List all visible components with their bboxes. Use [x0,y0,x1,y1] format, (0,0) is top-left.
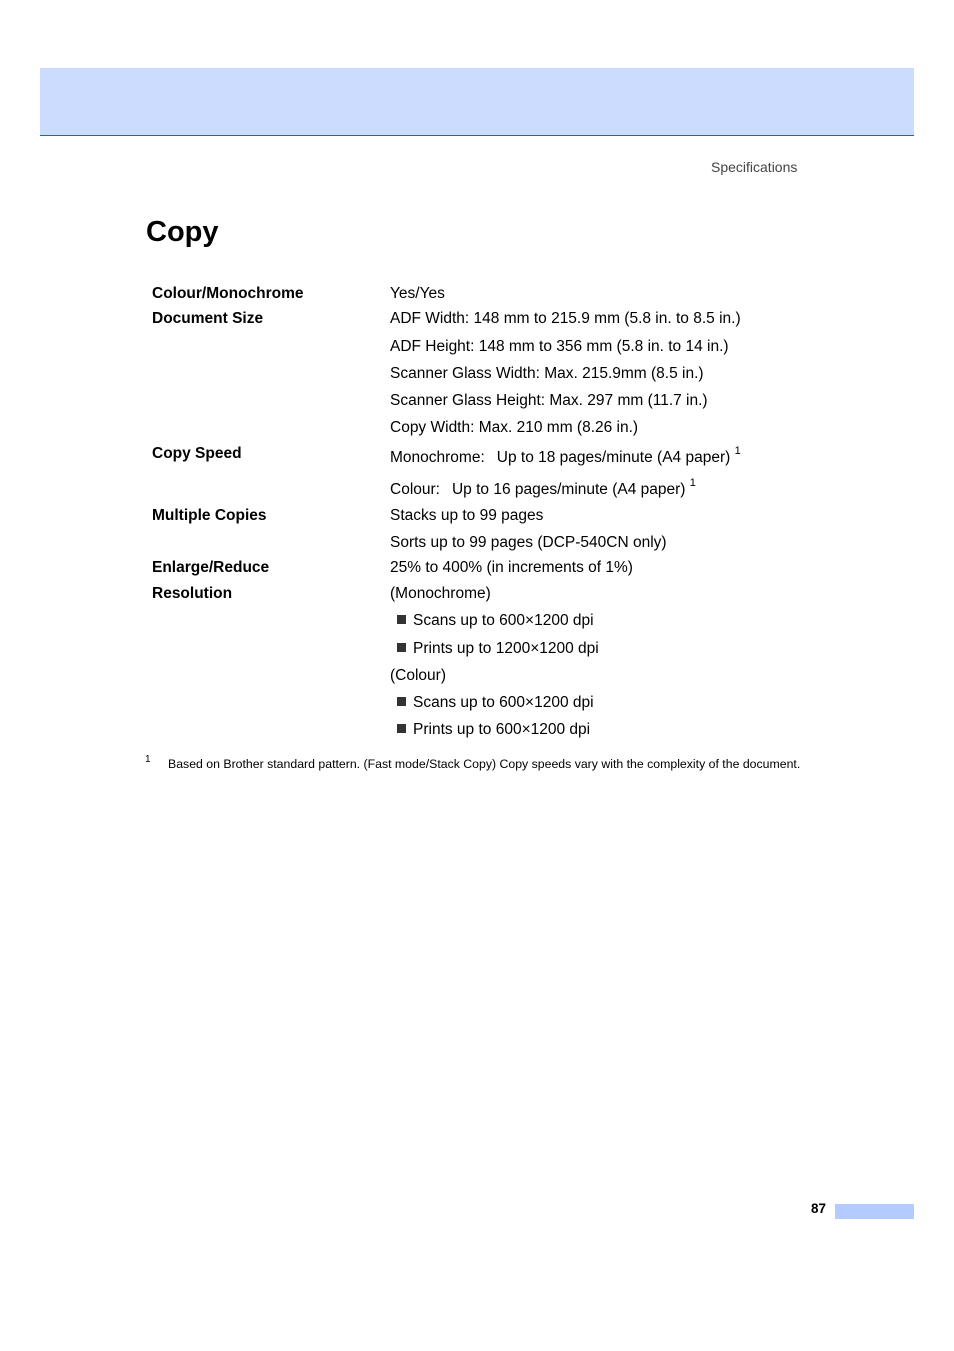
bullet-square-icon [397,724,406,733]
spec-value-stacks: Stacks up to 99 pages [390,507,544,524]
spec-value-copy-width: Copy Width: Max. 210 mm (8.26 in.) [390,419,639,436]
footnote-text: Based on Brother standard pattern. (Fast mode/Stack Copy) Copy speeds vary with the complexity of the document. [168,757,801,771]
copy-speed-colour-value: Up to 16 pages/minute (A4 paper) [451,481,686,498]
page-number: 87 [811,1201,827,1216]
footer-band [835,1204,914,1219]
spec-value-copy-speed-colour [390,476,696,499]
copy-speed-mono-value: Up to 18 pages/minute (A4 paper) [496,449,731,466]
spec-value-copy-speed-mono [390,444,741,467]
spec-label-multiple-copies: Multiple Copies [152,507,267,524]
page-title: Copy [146,216,219,248]
resolution-mono-heading: (Monochrome) [390,585,491,602]
spec-value-sorts: Sorts up to 99 pages (DCP-540CN only) [390,534,667,551]
header-band [40,68,914,136]
resolution-mono-print: Prints up to 1200×1200 dpi [397,640,599,658]
spec-label-colour-monochrome: Colour/Monochrome [152,285,304,302]
resolution-mono-scan: Scans up to 600×1200 dpi [397,612,594,630]
copy-speed-mono-label: Monochrome: [390,449,485,466]
footnote-mark: 1 [145,754,151,765]
footnote-ref: 1 [734,444,741,457]
running-head: Specifications [711,159,798,175]
spec-label-enlarge-reduce: Enlarge/Reduce [152,559,270,576]
spec-value-adf-height: ADF Height: 148 mm to 356 mm (5.8 in. to 14 in.) [390,338,729,355]
copy-speed-colour-label: Colour: [390,481,440,498]
bullet-square-icon [397,615,406,624]
spec-value-glass-height: Scanner Glass Height: Max. 297 mm (11.7 in.) [390,392,708,409]
spec-label-resolution: Resolution [152,585,233,602]
resolution-colour-scan: Scans up to 600×1200 dpi [397,694,594,712]
spec-value-adf-width: ADF Width: 148 mm to 215.9 mm (5.8 in. to 8.5 in.) [390,310,741,327]
resolution-colour-heading: (Colour) [390,667,446,684]
resolution-colour-print: Prints up to 600×1200 dpi [397,721,590,739]
spec-label-copy-speed: Copy Speed [152,445,242,462]
bullet-square-icon [397,697,406,706]
spec-value-colour-monochrome: Yes/Yes [390,285,445,302]
spec-label-document-size: Document Size [152,310,264,327]
spec-value-enlarge-reduce: 25% to 400% (in increments of 1%) [390,559,633,576]
bullet-square-icon [397,643,406,652]
spec-value-glass-width: Scanner Glass Width: Max. 215.9mm (8.5 in.) [390,365,704,382]
footnote-ref: 1 [689,476,696,489]
